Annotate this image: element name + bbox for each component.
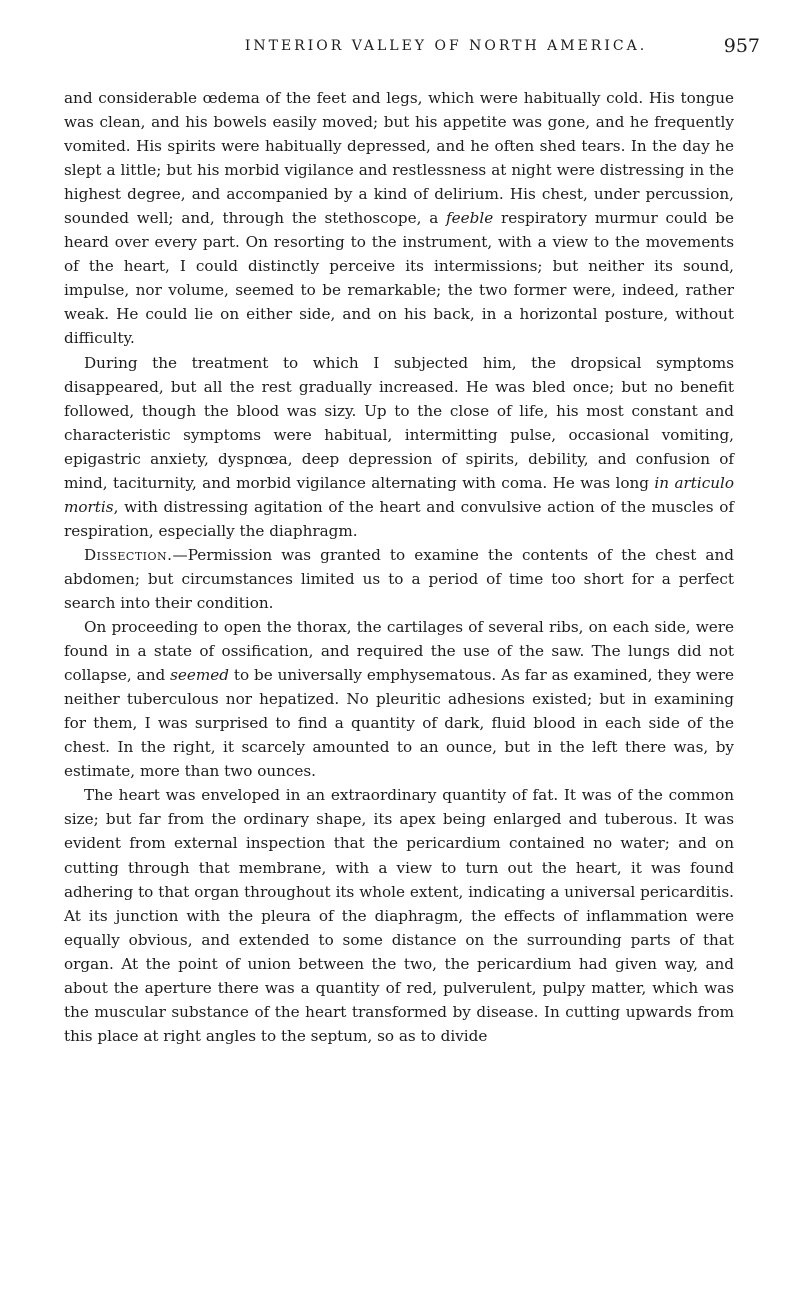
paragraph-2-italic: in articulo mortis: [64, 473, 735, 516]
page-header: [60, 35, 760, 62]
paragraph-3-text: —Permission was granted to examine the contents of the chest and abdomen; but circumstances limited us to a period of time too short for a perfect search into their condition.: [64, 545, 734, 612]
paragraph-4-text-b: to be universally emphysematous. As far as examined, they were neither tuberculous nor hepatized. No pleuritic adhesions existed; but in examining for them, I was surprised to find a quantity of dark, fluid blood in each side of the chest. In the right, it scarcely amounted to an ounce, but in the left there was, by estimate, more than two ounces.: [64, 666, 735, 781]
page-number: 957: [723, 35, 760, 57]
paragraph-dissection: [64, 543, 734, 615]
paragraph-1: [64, 86, 734, 351]
paragraph-2-text-b: , with distressing agitation of the heart and convulsive action of the muscles of respiration, especially the diaphragm.: [64, 497, 734, 540]
body-text: [64, 86, 734, 1048]
running-head: INTERIOR VALLEY OF NORTH AMERICA.: [244, 38, 648, 54]
paragraph-5: [64, 783, 734, 1048]
paragraph-1-text-b: respiratory murmur could be heard over every part. On resorting to the instrument, with a view to the movements of the heart, I could distinctly perceive its intermissions; but neither its sound, impulse, nor volume, seemed to be remarkable; the two former were, indeed, rather weak. He could lie on either side, and on his back, in a horizontal posture, without difficulty.: [64, 209, 734, 348]
dissection-heading: Dissection.: [84, 545, 173, 564]
paragraph-4-italic: seemed: [170, 666, 229, 685]
paragraph-4: [64, 615, 734, 783]
paragraph-1-text-a: and considerable œdema of the feet and legs, which were habitually cold. His tongue was clean, and his bowels easily moved; but his appetite was gone, and he frequently vomited. His spirits were habitually depressed, and he often shed tears. In the day he slept a little; but his morbid vigilance and restlessness at night were distressing in the highest degree, and accompanied by a kind of delirium. His chest, under percussion, sounded well; and, through the stethoscope, a: [64, 89, 734, 228]
paragraph-5-text: The heart was enveloped in an extraordinary quantity of fat. It was of the common size; but far from the ordinary shape, its apex being enlarged and tuberous. It was evident from external inspection that the pericardium contained no water; and on cutting through that membrane, with a view to turn out the heart, it was found adhering to that organ throughout its whole extent, indicating a universal pericarditis. At its junction with the pleura of the diaphragm, the effects of inflammation were equally obvious, and extended to some distance on the surrounding parts of that organ. At the point of union between the two, the pericardium had given way, and about the aperture there was a quantity of red, pulverulent, pulpy matter, which was the muscular substance of the heart transformed by disease. In cutting upwards from this place at right angles to the septum, so as to divide: [64, 786, 734, 1045]
paragraph-2: [64, 351, 734, 543]
paragraph-4-text-a: On proceeding to open the thorax, the cartilages of several ribs, on each side, were found in a state of ossification, and required the use of the saw. The lungs did not collapse, and: [64, 618, 734, 685]
paragraph-2-text-a: During the treatment to which I subjected him, the dropsical symptoms disappeared, but all the rest gradually increased. He was bled once; but no benefit followed, though the blood was sizy. Up to the close of life, his most constant and characteristic symptoms were habitual, intermitting pulse, occasional vomiting, epigastric anxiety, dyspnœa, deep depression of spirits, debility, and confusion of mind, taciturnity, and morbid vigilance alternating with coma. He was long: [64, 353, 734, 492]
paragraph-1-italic: feeble: [446, 209, 494, 228]
